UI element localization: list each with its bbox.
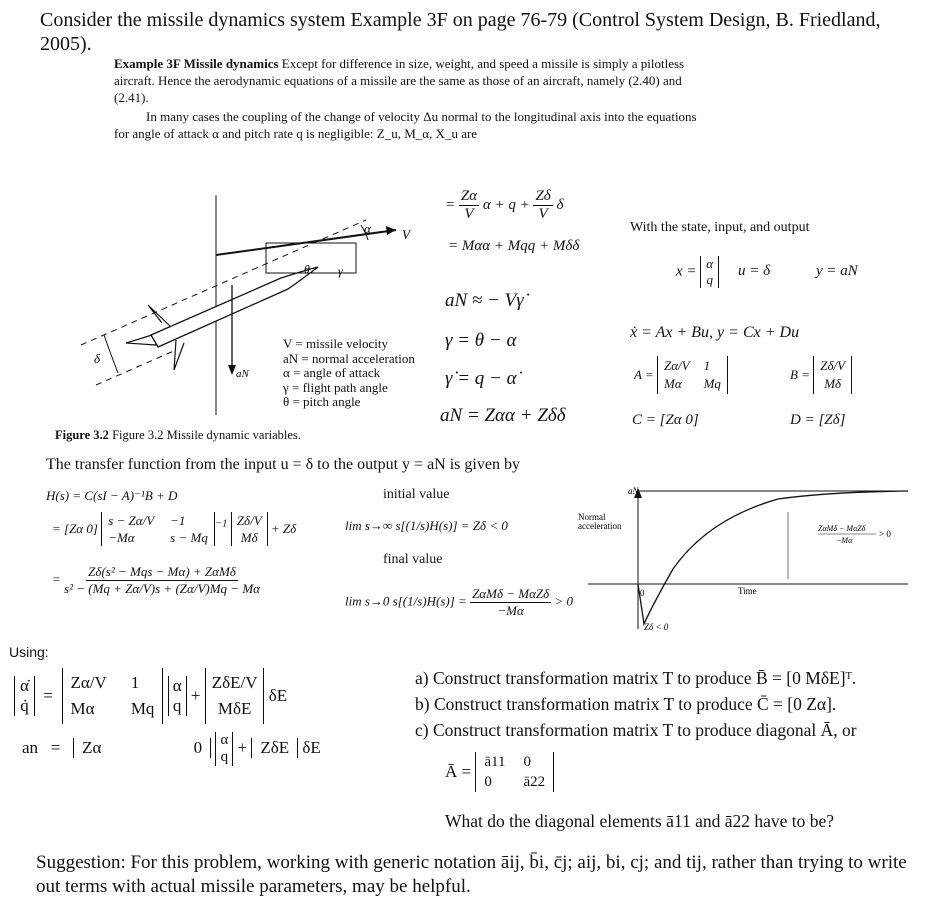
final-value-expr: lim s→0 s[(1/s)H(s)] = $\frac{\text{ZαMδ − MαZδ}}{-M\alpha}$ > 0: [345, 586, 573, 618]
gamma-label: γ: [338, 264, 343, 278]
tasks-list: [415, 665, 857, 743]
example-paragraph: [114, 55, 704, 106]
task-question: What do the diagonal elements ā11 and ā22 have to be?: [445, 811, 835, 831]
plot-final-annot-den: −Mα: [836, 536, 853, 545]
legend-item: aN = normal acceleration: [283, 350, 415, 366]
aN-approx-equation: aN ≈ − Vγ̇: [445, 290, 524, 311]
state-vector: x = α q: [676, 256, 719, 288]
step-response-plot: [578, 484, 918, 634]
alpha-dot-equation: = $\frac{Z\alpha}{V}$ α + q + $\frac{Z\delta}{V}$ δ: [445, 188, 564, 222]
using-label: Using:: [9, 644, 49, 660]
plot-caption-line2: acceleration: [578, 521, 622, 531]
abar-matrix: Ā = ā11 0 0 ā22: [445, 752, 554, 792]
example-p2: In many cases the coupling of the change of velocity Δu normal to the longitudinal axis into the equations for angle of attack α and pitch rate q is negligible: Z_u, M_α, X_u are: [114, 109, 697, 141]
alpha-label: α: [364, 221, 371, 236]
A-matrix: A = Zα/V 1 Mα Mq: [634, 356, 728, 394]
theta-label: θ: [304, 262, 310, 276]
D-matrix: D = [Zδ]: [790, 412, 846, 428]
legend-item: θ = pitch angle: [283, 394, 361, 409]
B-matrix: B = Zδ/V Mδ: [790, 356, 852, 394]
figure-legend: [283, 337, 415, 410]
delta-label: δ: [94, 351, 101, 366]
velocity-label: V: [402, 227, 410, 242]
task-a: a) Construct transformation matrix T to produce B̄ = [0 MδE]ᵀ.: [415, 668, 857, 688]
aN-equation: aN = Zαα + Zδδ: [440, 405, 566, 426]
initial-value-label: initial value: [383, 487, 450, 502]
legend-item: V = missile velocity: [283, 336, 388, 351]
state-intro: With the state, input, and output: [630, 220, 810, 235]
task-c: c) Construct transformation matrix T to produce diagonal Ā, or: [415, 720, 857, 740]
transfer-H: H(s) = C(sI − A)⁻¹B + D: [46, 488, 178, 503]
task-b: b) Construct transformation matrix T to produce C̄ = [0 Zα].: [415, 694, 837, 714]
plot-caption-line1: Normal: [578, 512, 606, 522]
transfer-line2: = [Zα 0] s − Zα/V −1 −Mα s − Mq $^{-1}$ Zδ/V Mδ + Zδ: [52, 513, 297, 545]
legend-item: γ = flight path angle: [283, 379, 388, 395]
plot-zero: 0: [640, 588, 645, 598]
input-definition: u = δ: [738, 263, 771, 279]
intro-text: Consider the missile dynamics system Example 3F on page 76-79 (Control System Design, B. Friedland, 2005).: [40, 9, 881, 55]
example-heading: Example 3F Missile dynamics: [114, 56, 279, 71]
state-space-equation: ẋ = Ax + Bu, y = Cx + Du: [630, 324, 800, 341]
figure-caption: Figure 3.2 Figure 3.2 Missile dynamic variables.: [55, 428, 301, 442]
plot-ylabel: aN: [628, 486, 639, 496]
plot-xlabel: Time: [738, 586, 757, 596]
C-matrix: C = [Zα 0]: [632, 412, 699, 428]
example-p1: Except for difference in size, weight, and speed a missile is simply a pilotless aircraft. Hence the aerodynamic equations of a missile are the same as those of an aircraft, namely (2.40) and (2.41).: [114, 56, 685, 105]
gamma-equation: γ = θ − α: [445, 330, 517, 351]
using-state-equation: α̇ q̇ = Zα/V 1 Mα Mq α q + ZδE/V MδE δE: [14, 668, 287, 724]
using-output-equation: an = Zα 0 α q + ZδE δE: [22, 732, 321, 765]
legend-item: α = angle of attack: [283, 365, 381, 380]
transfer-line3: = $\frac{\text{Zδ(s² − Mqs − Mα) + ZαMδ}}{\text{s² − (Mq + Zα/V)s + (Zα/V)Mq − Mα}}$: [52, 564, 260, 596]
plot-final-annot-tail: > 0: [879, 529, 891, 539]
final-value-label: final value: [383, 552, 443, 567]
transfer-sentence: The transfer function from the input u = δ to the output y = aN is given by: [46, 456, 520, 473]
suggestion-text: Suggestion: For this problem, working with generic notation āij, b̄i, c̄j; aij, bi, cj; and tij, rather than trying to write out terms with actual missile parameters, may be helpful.: [36, 852, 907, 897]
initial-value-expr: lim s→∞ s[(1/s)H(s)] = Zδ < 0: [345, 518, 508, 533]
plot-final-annot-num: ZαMδ − MαZδ: [818, 524, 866, 533]
aN-label: aN: [236, 368, 249, 380]
q-dot-equation: = Mαα + Mqq + Mδδ: [448, 238, 580, 254]
plot-initial-annot: Zδ < 0: [644, 622, 669, 632]
gamma-dot-equation: γ̇ = q − α̇: [445, 368, 517, 389]
output-definition: y = aN: [816, 263, 858, 279]
